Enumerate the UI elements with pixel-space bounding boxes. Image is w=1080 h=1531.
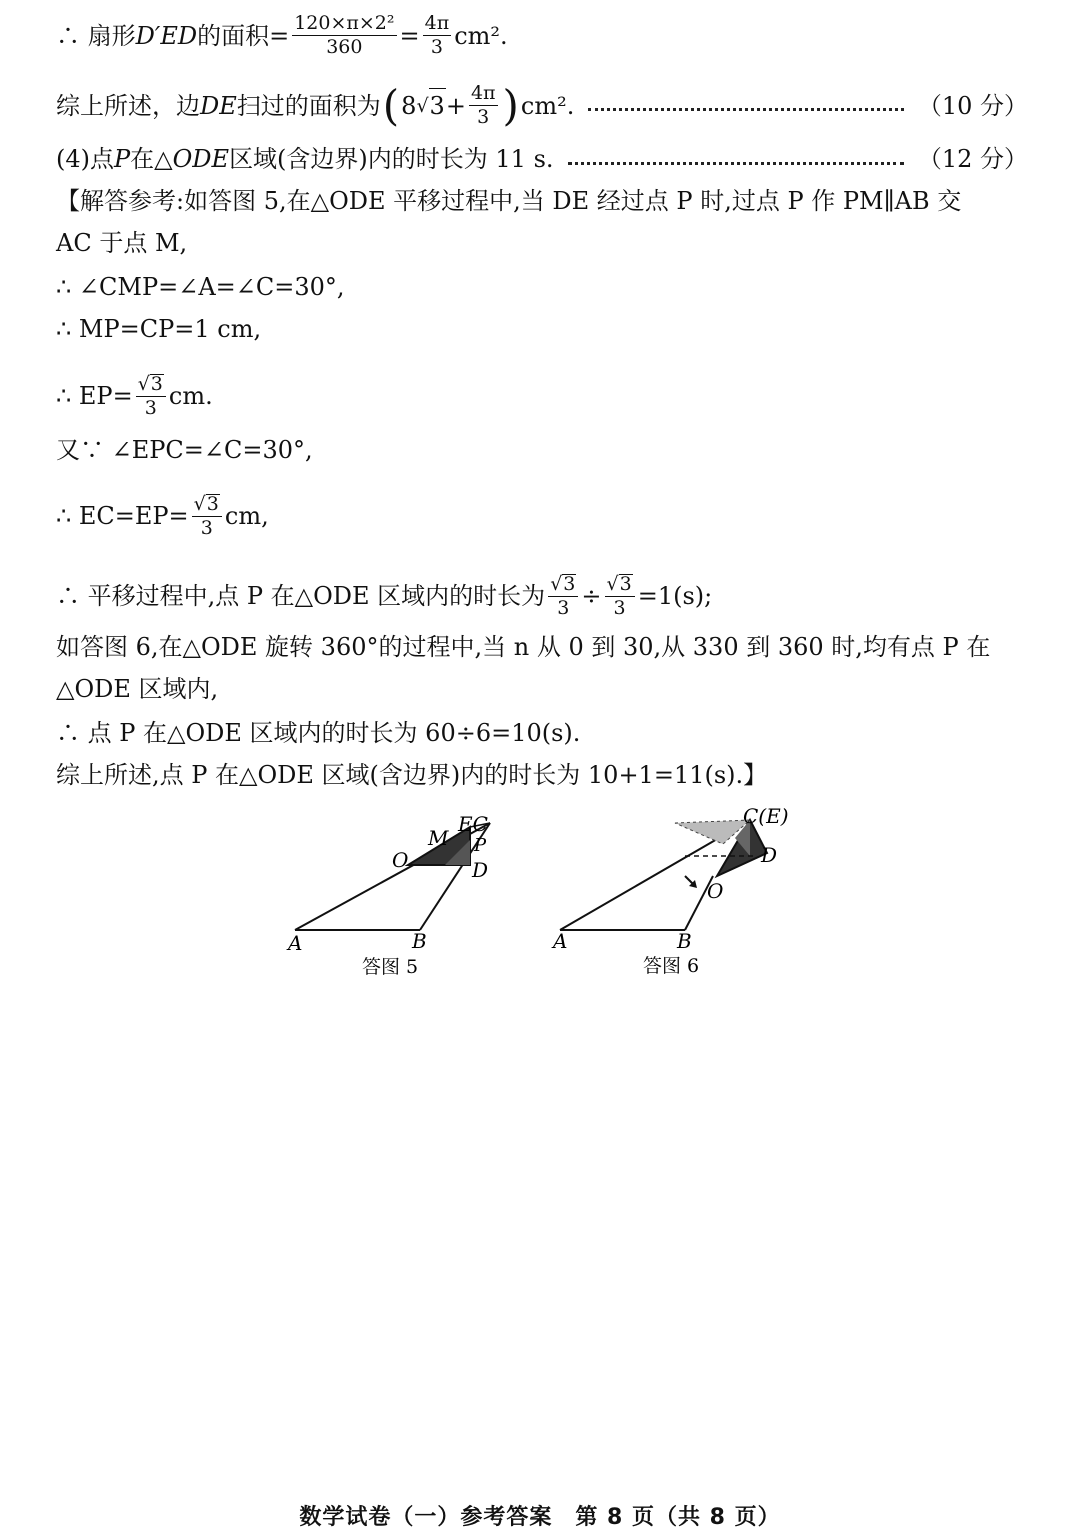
denominator: 3	[613, 597, 626, 619]
label-ce: C(E)	[743, 804, 789, 828]
label-a: A	[553, 929, 568, 953]
text: 综上所述，边	[56, 91, 200, 120]
line-rotation: 如答图 6,在△ODE 旋转 360°的过程中,当 n 从 0 到 30,从 330 到 360 时,均有点 P 在	[56, 633, 991, 661]
text: ∴ 平移过程中,点 P 在△ODE 区域内的时长为	[56, 582, 546, 610]
numerator	[605, 574, 635, 597]
denominator: 3	[557, 597, 570, 619]
radicand: 3	[150, 373, 163, 395]
text: =1(s);	[637, 582, 713, 610]
text: ∴ 扇形	[56, 21, 136, 50]
text: 8	[401, 91, 417, 120]
fraction	[605, 574, 635, 618]
radical-sign: √	[550, 573, 563, 595]
text: 在△	[130, 145, 173, 173]
numerator: 4π	[470, 82, 496, 104]
fraction	[548, 574, 578, 618]
figure-5	[280, 805, 510, 985]
label-b: B	[412, 929, 427, 953]
score: （12 分）	[917, 145, 1028, 173]
line-angle-epc: 又∵ ∠EPC=∠C=30°,	[56, 436, 313, 464]
figure-6	[545, 798, 805, 988]
text: cm².	[520, 91, 575, 120]
numerator: 120×π×2²	[294, 12, 395, 34]
fraction	[136, 374, 166, 418]
numerator: 4π	[424, 12, 450, 34]
text: ∴ EP=	[56, 382, 133, 410]
radical-sign: √	[193, 493, 206, 515]
fraction	[423, 14, 452, 57]
label-a: A	[288, 931, 303, 955]
line-conclusion: 综上所述,点 P 在△ODE 区域(含边界)内的时长为 10+1=11(s).】	[56, 761, 768, 789]
line-part-4	[56, 142, 1028, 176]
text: cm².	[454, 21, 508, 50]
label-ec: EC	[458, 812, 488, 836]
numerator	[136, 374, 166, 397]
radicand: 3	[429, 88, 446, 123]
caption-fig6: 答图 6	[643, 955, 700, 977]
sqrt	[416, 88, 445, 123]
denominator: 3	[200, 517, 213, 539]
label-o: O	[707, 879, 724, 903]
label-p: P	[474, 835, 487, 856]
var: ODE	[172, 145, 230, 173]
dot-leader	[568, 162, 904, 165]
line-sector-area	[56, 14, 1028, 57]
var: P	[114, 145, 131, 173]
denominator: 360	[326, 36, 363, 58]
right-paren: )	[502, 80, 519, 130]
denominator: 3	[144, 397, 157, 419]
text: +	[445, 91, 466, 120]
caption-fig5: 答图 5	[362, 956, 419, 978]
line-mp-cp: ∴ MP=CP=1 cm,	[56, 315, 262, 343]
fraction	[292, 14, 396, 57]
text: =	[399, 21, 420, 50]
line-ac-m: AC 于点 M,	[56, 229, 188, 257]
line-total-area	[56, 80, 1028, 130]
line-angles: ∴ ∠CMP=∠A=∠C=30°,	[56, 273, 345, 301]
line-ep	[56, 374, 1028, 418]
denominator: 3	[477, 106, 490, 128]
line-ec-ep	[56, 494, 1028, 538]
var: D′ED	[135, 21, 198, 50]
radicand: 3	[619, 573, 632, 595]
radical-sign: √	[416, 95, 429, 117]
label-b: B	[677, 929, 692, 953]
score: （10 分）	[917, 91, 1028, 120]
text: 扫过的面积为	[236, 91, 381, 120]
text: 的面积=	[197, 21, 290, 50]
fraction	[469, 84, 498, 127]
label-d: D	[761, 843, 778, 867]
radical-sign: √	[137, 373, 150, 395]
fraction	[192, 494, 222, 538]
left-paren: (	[382, 80, 400, 130]
text: (4)点	[56, 145, 114, 173]
denominator: 3	[430, 36, 443, 58]
page-footer: 数学试卷（一）参考答案 第 8 页（共 8 页）	[299, 1505, 781, 1530]
line-region: △ODE 区域内,	[56, 675, 219, 703]
radical-sign: √	[606, 573, 619, 595]
radicand: 3	[563, 573, 576, 595]
radicand: 3	[206, 493, 219, 515]
text: cm,	[224, 502, 269, 530]
line-translation-time	[56, 574, 1028, 618]
text: 区域(含边界)内的时长为 11 s.	[229, 145, 554, 173]
label-o: O	[392, 848, 409, 872]
text: ∴ EC=EP=	[56, 502, 189, 530]
numerator	[192, 494, 222, 517]
label-m: M	[428, 826, 449, 850]
line-solution-start: 【解答参考:如答图 5,在△ODE 平移过程中,当 DE 经过点 P 时,过点 P 作 PM∥AB 交	[56, 187, 962, 215]
label-d: D	[472, 858, 489, 882]
line-rotation-time: ∴ 点 P 在△ODE 区域内的时长为 60÷6=10(s).	[56, 719, 581, 747]
var: DE	[200, 91, 237, 120]
dot-leader	[588, 108, 903, 111]
numerator	[548, 574, 578, 597]
text: ÷	[581, 582, 602, 610]
text: cm.	[168, 382, 213, 410]
